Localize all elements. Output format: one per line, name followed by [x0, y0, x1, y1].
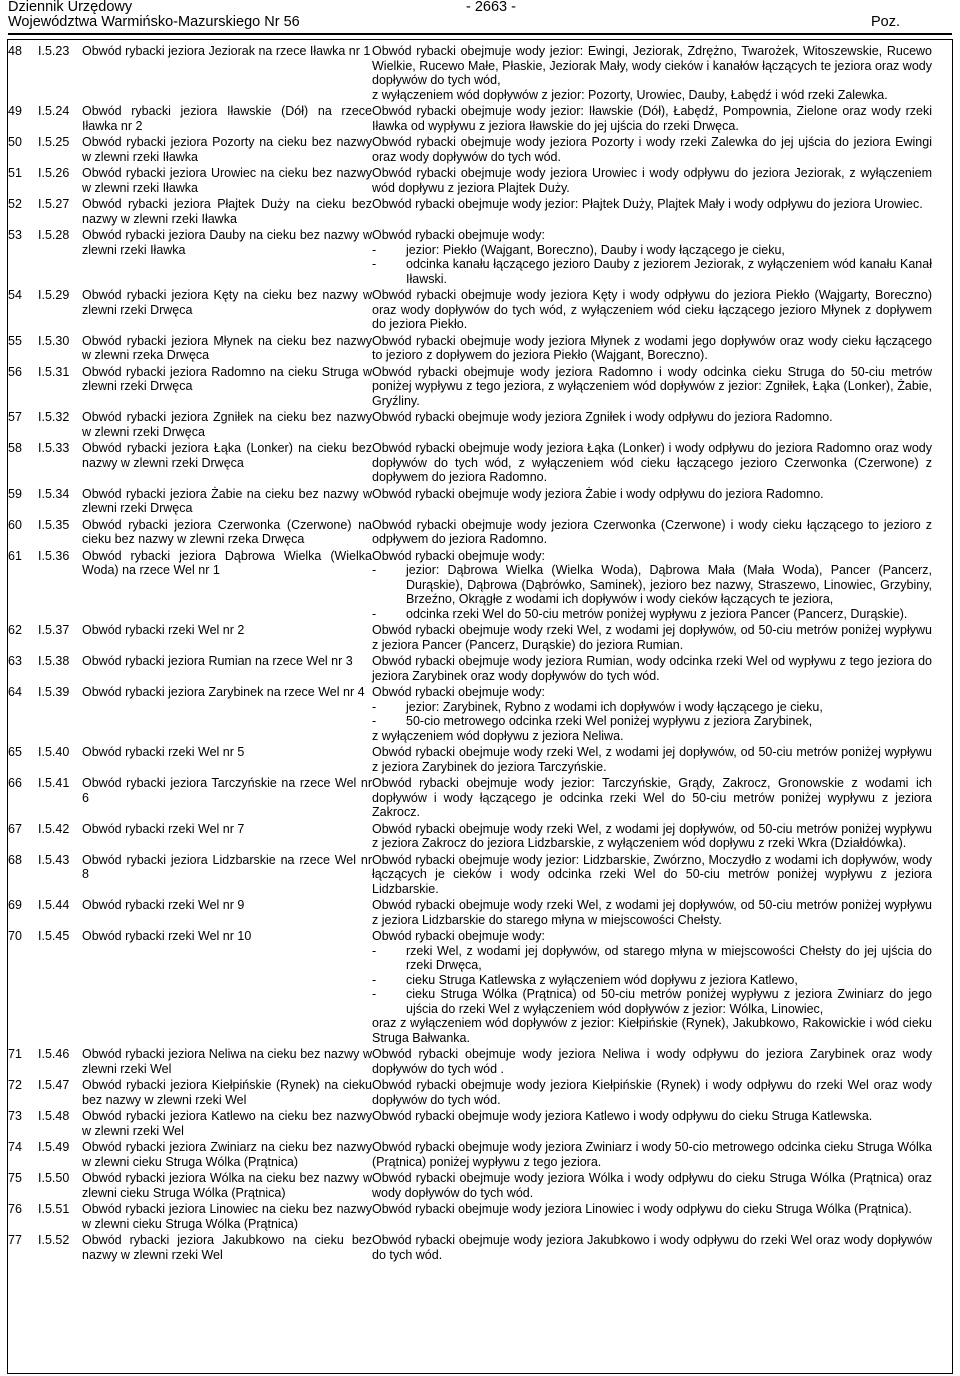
district-description	[372, 365, 932, 411]
description-bullet: - 50-cio metrowego odcinka rzeki Wel poniżej wypływu z jeziora Zarybinek,	[372, 714, 932, 729]
row-number: 72	[8, 1078, 22, 1092]
district-description	[372, 135, 932, 166]
district-name: Obwód rybacki jeziora Iławskie (Dół) na rzece Iławka nr 2	[82, 104, 372, 133]
description-line: Obwód rybacki obejmuje wody jeziora Zgniłek i wody odpływu do jeziora Radomno.	[372, 410, 833, 424]
district-id: I.5.52	[38, 1233, 70, 1247]
table-row	[8, 745, 932, 776]
district-name: Obwód rybacki jeziora Czerwonka (Czerwone) na cieku bez nazwy w zlewni rzeka Drwęca	[82, 517, 372, 546]
district-description	[372, 228, 932, 288]
district-name: Obwód rybacki jeziora Dąbrowa Wielka (Wielka Woda) na rzece Wel nr 1	[82, 548, 372, 577]
district-name: Obwód rybacki jeziora Żabie na cieku bez nazwy w zlewni rzeki Drwęca	[82, 486, 372, 515]
row-number: 48	[8, 44, 22, 58]
district-description	[372, 822, 932, 853]
description-line: Obwód rybacki obejmuje wody rzeki Wel, z wodami jej dopływów, od 50-ciu metrów poniżej wypływu z jeziora Zakrocz do jeziora Lidzbarskie, z wyłączeniem wód dopływu z rzeki Wkra (Działdówka).	[372, 821, 932, 850]
description-line: Obwód rybacki obejmuje wody jeziora Jakubkowo i wody odpływu do rzeki Wel oraz wody dopływów do tych wód.	[372, 1233, 932, 1262]
table-row	[8, 228, 932, 288]
district-id: I.5.30	[38, 333, 70, 348]
description-line: Obwód rybacki obejmuje wody:	[372, 685, 545, 699]
district-description	[372, 104, 932, 135]
table-row	[8, 44, 932, 104]
district-id: I.5.47	[38, 1078, 70, 1092]
district-id: I.5.37	[38, 623, 70, 637]
row-number: 55	[8, 333, 22, 348]
district-description	[372, 1078, 932, 1109]
district-description	[372, 44, 932, 104]
description-line: Obwód rybacki obejmuje wody jeziora Urowiec i wody odpływu do jeziora Jeziorak, z wyłączeniem wód dopływu z jeziora Plajtek Duży.	[372, 166, 932, 195]
row-number: 77	[8, 1233, 22, 1247]
table-body	[8, 44, 932, 1264]
table-row	[8, 1047, 932, 1078]
district-name: Obwód rybacki jeziora Wólka na cieku bez nazwy w zlewni cieku Struga Wólka (Prątnica)	[82, 1171, 372, 1200]
table-row	[8, 441, 932, 487]
district-id: I.5.24	[38, 104, 70, 118]
district-description	[372, 166, 932, 197]
page-number: - 2663 -	[466, 0, 516, 15]
district-name: Obwód rybacki jeziora Pozorty na cieku bez nazwy w zlewni rzeki Iławka	[82, 135, 372, 164]
district-name: Obwód rybacki rzeki Wel nr 5	[82, 745, 245, 759]
district-description	[372, 288, 932, 334]
description-line: Obwód rybacki obejmuje wody jezior: Płajtek Duży, Plajtek Mały i wody odpływu do jeziora Urowiec.	[372, 197, 923, 211]
district-name: Obwód rybacki jeziora Tarczyńskie na rzece Wel nr 6	[82, 776, 372, 805]
district-name: Obwód rybacki jeziora Jeziorak na rzece Iławka nr 1	[82, 44, 371, 58]
description-line: Obwód rybacki obejmuje wody jeziora Linowiec i wody odpływu do cieku Struga Wólka (Prątnica).	[372, 1202, 912, 1216]
district-id: I.5.49	[38, 1140, 70, 1154]
district-description	[372, 334, 932, 365]
district-id: I.5.32	[38, 410, 70, 424]
district-name: Obwód rybacki jeziora Lidzbarskie na rzece Wel nr 8	[82, 852, 372, 881]
district-name: Obwód rybacki rzeki Wel nr 7	[82, 821, 245, 836]
district-description	[372, 745, 932, 776]
district-name: Obwód rybacki rzeki Wel nr 2	[82, 623, 245, 637]
description-bullet: - rzeki Wel, z wodami jej dopływów, od starego młyna w miejscowości Chełsty do jej ujścia do rzeki Drwęca,	[372, 944, 932, 973]
table-row	[8, 623, 932, 654]
district-id: I.5.25	[38, 135, 70, 149]
row-number: 49	[8, 104, 22, 118]
district-description	[372, 929, 932, 1047]
table-row	[8, 1233, 932, 1264]
district-description	[372, 1109, 932, 1140]
district-id: I.5.51	[38, 1202, 70, 1216]
description-line: Obwód rybacki obejmuje wody jeziora Łąka (Lonker) i wody odpływu do jeziora Radomno oraz wody dopływów do tych wód, z wyłączeniem wód cieku łączącego jezioro Czerwonka (Czerwone) z dopływem do jeziora Radomno.	[372, 441, 932, 484]
district-id: I.5.29	[38, 288, 70, 302]
row-number: 66	[8, 776, 22, 790]
table-row	[8, 853, 932, 899]
district-name: Obwód rybacki jeziora Łąka (Lonker) na cieku bez nazwy w zlewni rzeki Drwęca	[82, 441, 372, 470]
district-id: I.5.28	[38, 228, 70, 242]
description-line: Obwód rybacki obejmuje wody jezior: Lidzbarskie, Zwórzno, Moczydło z wodami ich dopływów, wody łączących je cieków i wody odcinka rzeki Wel do 50-ciu metrów poniżej wypływu z jeziora Lidzbarskie.	[372, 852, 932, 896]
description-line: Obwód rybacki obejmuje wody rzeki Wel, z wodami jej dopływów, od 50-ciu metrów poniżej wypływu z jeziora Lidzbarskie do starego młyna w miejscowości Chełsty.	[372, 898, 932, 927]
district-name: Obwód rybacki jeziora Zarybinek na rzece Wel nr 4	[82, 685, 365, 699]
row-number: 60	[8, 517, 22, 532]
district-name: Obwód rybacki jeziora Jakubkowo na cieku bez nazwy w zlewni rzeki Wel	[82, 1233, 372, 1262]
description-bullet: - cieku Struga Wólka (Prątnica) od 50-ciu metrów poniżej wypływu z jeziora Zwiniarz do jego ujścia do rzeki Wel z wyłączeniem wód dopływów z jezior: Wólka, Linowiec,	[372, 987, 932, 1016]
table-row	[8, 929, 932, 1047]
row-number: 63	[8, 654, 22, 668]
district-description	[372, 487, 932, 518]
description-bullet: - odcinka kanału łączącego jezioro Dauby z jeziorem Jeziorak, z wyłączeniem wód kanału Kanał Iławski.	[372, 257, 932, 286]
district-description	[372, 654, 932, 685]
table-row	[8, 334, 932, 365]
district-description	[372, 685, 932, 745]
district-id: I.5.50	[38, 1171, 70, 1185]
district-id: I.5.36	[38, 548, 70, 563]
description-bullet: - jezior: Zarybinek, Rybno z wodami ich dopływów i wody łączącego je cieku,	[372, 700, 932, 715]
table-row	[8, 1202, 932, 1233]
district-id: I.5.41	[38, 776, 70, 790]
position-label: Poz.	[870, 14, 900, 30]
description-line: Obwód rybacki obejmuje wody jeziora Czerwonka (Czerwone) i wody cieku łączącego to jezioro z odpływem do jeziora Radomno.	[372, 517, 932, 546]
row-number: 53	[8, 228, 22, 242]
description-tail: z wyłączeniem wód dopływu z jeziora Neliwa.	[372, 728, 624, 743]
row-number: 50	[8, 135, 22, 149]
district-name: Obwód rybacki jeziora Zgniłek na cieku bez nazwy w zlewni rzeki Drwęca	[82, 410, 372, 439]
description-line: Obwód rybacki obejmuje wody jeziora Katlewo i wody odpływu do cieku Struga Katlewska.	[372, 1109, 873, 1123]
district-id: I.5.27	[38, 197, 70, 211]
description-line: Obwód rybacki obejmuje wody jeziora Kiełpińskie (Rynek) i wody odpływu do rzeki Wel oraz wody dopływów do tych wód.	[372, 1078, 932, 1107]
district-name: Obwód rybacki jeziora Kiełpińskie (Rynek) na cieku bez nazwy w zlewni rzeki Wel	[82, 1078, 372, 1107]
description-line: z wyłączeniem wód dopływów z jezior: Pozorty, Urowiec, Dauby, Łabędź i wód rzeki Zalewka.	[372, 87, 888, 102]
row-number: 65	[8, 745, 22, 759]
district-id: I.5.39	[38, 685, 70, 699]
district-description	[372, 1140, 932, 1171]
voivodeship-title: Województwa Warmińsko-Mazurskiego Nr 56	[8, 14, 300, 30]
description-line: Obwód rybacki obejmuje wody:	[372, 929, 545, 943]
description-line: Obwód rybacki obejmuje wody jeziora Neliwa i wody odpływu do jeziora Zarybinek oraz wody dopływów do tych wód .	[372, 1047, 932, 1076]
description-line: Obwód rybacki obejmuje wody jeziora Kęty i wody odpływu do jeziora Piekło (Wajgarty, Boreczno) oraz wody dopływów do tych wód, z wyłączeniem wód cieku łączącego jezioro Młynek z dopływem do jeziora Piekło.	[372, 288, 932, 331]
row-number: 67	[8, 821, 22, 836]
description-line: Obwód rybacki obejmuje wody jezior: Iławskie (Dół), Łabędź, Pompownia, Zielone oraz wody rzeki Iławka od wypływu z jeziora Iławskie do jej ujścia do rzeki Drwęca.	[372, 104, 932, 133]
table-row	[8, 1078, 932, 1109]
district-description	[372, 1233, 932, 1264]
district-description	[372, 623, 932, 654]
district-id: I.5.43	[38, 852, 70, 867]
district-name: Obwód rybacki rzeki Wel nr 9	[82, 898, 245, 912]
district-name: Obwód rybacki jeziora Kęty na cieku bez nazwy w zlewni rzeki Drwęca	[82, 288, 372, 317]
table-row	[8, 197, 932, 228]
description-line: Obwód rybacki obejmuje wody jeziora Żabie i wody odpływu do jeziora Radomno.	[372, 486, 824, 501]
district-id: I.5.42	[38, 821, 70, 836]
header-rule	[8, 33, 952, 35]
description-line: Obwód rybacki obejmuje wody jeziora Rumian, wody odcinka rzeki Wel od wypływu z tego jeziora do jeziora Zarybinek oraz wody dopływów do tych wód.	[372, 654, 932, 683]
district-id: I.5.45	[38, 929, 70, 943]
description-line: Obwód rybacki obejmuje wody jezior: Ewingi, Jeziorak, Zdrężno, Twarożek, Witoszewskie, Rucewo Wielkie, Rucewo Małe, Płaskie, Jeziorak Mały, wody cieków i kanałów łączących te jeziora oraz wody dopływów do tych wód,	[372, 44, 932, 87]
description-bullet: - jezior: Dąbrowa Wielka (Wielka Woda), Dąbrowa Mała (Mała Woda), Pancer (Pancerz, Durąskie), Dąbrowa (Dąbrówko, Saminek), jezioro bez nazwy, Straszewo, Linowiec, Grzybiny, Brzeźno, Okrągłe z wodami ich dopływów i wody cieków łączących te jeziora,	[372, 563, 932, 607]
row-number: 74	[8, 1140, 22, 1154]
description-line: Obwód rybacki obejmuje wody jeziora Radomno i wody odcinka cieku Struga do 50-ciu metrów poniżej wypływu z tego jeziora, z wyłączeniem wód dopływów z jezior: Zgniłek, Łąka (Lonker), Żabie, Gryźliny.	[372, 364, 932, 408]
table-row	[8, 685, 932, 745]
district-name: Obwód rybacki jeziora Katlewo na cieku bez nazwy w zlewni rzeki Wel	[82, 1109, 372, 1138]
district-name: Obwód rybacki jeziora Rumian na rzece Wel nr 3	[82, 654, 353, 668]
district-description	[372, 853, 932, 899]
district-id: I.5.35	[38, 517, 70, 532]
district-description	[372, 1171, 932, 1202]
district-name: Obwód rybacki jeziora Radomno na cieku Struga w zlewni rzeki Drwęca	[82, 364, 372, 393]
district-description	[372, 518, 932, 549]
row-number: 68	[8, 852, 22, 867]
description-line: Obwód rybacki obejmuje wody jezior: Tarczyńskie, Grądy, Zakrocz, Gronowskie z wodami ich dopływów i wody łączącego je odcinka rzeki Wel do 50-ciu metrów poniżej wypływu z jeziora Zakrocz.	[372, 776, 932, 819]
district-id: I.5.26	[38, 166, 70, 180]
district-description	[372, 898, 932, 929]
district-name: Obwód rybacki jeziora Płajtek Duży na cieku bez nazwy w zlewni rzeki Iławka	[82, 197, 372, 226]
district-name: Obwód rybacki jeziora Linowiec na cieku bez nazwy w zlewni cieku Struga Wólka (Prątnica)	[82, 1202, 372, 1231]
table-row	[8, 410, 932, 441]
district-id: I.5.33	[38, 441, 70, 455]
row-number: 70	[8, 929, 22, 943]
row-number: 56	[8, 364, 22, 379]
table-row	[8, 518, 932, 549]
table-row	[8, 1171, 932, 1202]
district-description	[372, 776, 932, 822]
row-number: 58	[8, 441, 22, 455]
table-row	[8, 365, 932, 411]
district-description	[372, 549, 932, 624]
description-bullet: - cieku Struga Katlewska z wyłączeniem wód dopływu z jeziora Katlewo,	[372, 973, 932, 988]
district-id: I.5.48	[38, 1109, 70, 1123]
district-id: I.5.23	[38, 44, 70, 58]
journal-title: Dziennik Urzędowy	[8, 0, 133, 15]
district-description	[372, 1202, 932, 1233]
row-number: 54	[8, 288, 22, 302]
row-number: 52	[8, 197, 22, 211]
table-row	[8, 1140, 932, 1171]
description-bullet: - odcinka rzeki Wel do 50-ciu metrów poniżej wypływu z jeziora Pancer (Pancerz, Durąskie).	[372, 607, 932, 622]
fishing-districts-table	[8, 44, 932, 1264]
district-description	[372, 410, 932, 441]
row-number: 69	[8, 898, 22, 912]
table-row	[8, 104, 932, 135]
district-name: Obwód rybacki rzeki Wel nr 10	[82, 929, 252, 943]
table-row	[8, 822, 932, 853]
table-row	[8, 898, 932, 929]
description-line: Obwód rybacki obejmuje wody jeziora Zwiniarz i wody 50-cio metrowego odcinka cieku Struga Wólka (Prątnica) poniżej wypływu z tego jeziora.	[372, 1140, 932, 1169]
row-number: 51	[8, 166, 22, 180]
district-description	[372, 197, 932, 228]
table-row	[8, 776, 932, 822]
description-line: Obwód rybacki obejmuje wody rzeki Wel, z wodami jej dopływów, od 50-ciu metrów poniżej wypływu z jeziora Pancer (Pancerz, Durąskie) do jeziora Rumian.	[372, 623, 932, 652]
description-line: Obwód rybacki obejmuje wody jeziora Wólka i wody odpływu do cieku Struga Wólka (Prątnica) oraz wody dopływów do tych wód.	[372, 1171, 932, 1200]
table-row	[8, 1109, 932, 1140]
district-description	[372, 1047, 932, 1078]
row-number: 73	[8, 1109, 22, 1123]
description-line: Obwód rybacki obejmuje wody jeziora Młynek z wodami jego dopływów oraz wody cieku łączącego to jezioro z dopływem do jeziora Piekło (Wajgant, Boreczno).	[372, 333, 932, 362]
district-name: Obwód rybacki jeziora Neliwa na cieku bez nazwy w zlewni rzeki Wel	[82, 1047, 372, 1076]
table-row	[8, 487, 932, 518]
district-id: I.5.44	[38, 898, 70, 912]
row-number: 59	[8, 486, 22, 501]
district-name: Obwód rybacki jeziora Młynek na cieku bez nazwy w zlewni rzeka Drwęca	[82, 333, 372, 362]
district-id: I.5.34	[38, 486, 70, 501]
row-number: 62	[8, 623, 22, 637]
table-row	[8, 654, 932, 685]
district-id: I.5.38	[38, 654, 70, 668]
district-id: I.5.31	[38, 364, 70, 379]
row-number: 71	[8, 1047, 22, 1061]
row-number: 76	[8, 1202, 22, 1216]
district-id: I.5.46	[38, 1047, 70, 1061]
row-number: 61	[8, 548, 22, 563]
description-line: Obwód rybacki obejmuje wody:	[372, 548, 545, 563]
description-line: Obwód rybacki obejmuje wody:	[372, 228, 545, 242]
description-line: Obwód rybacki obejmuje wody jeziora Pozorty i wody rzeki Zalewka do jej ujścia do jeziora Ewingi oraz wody dopływów do tych wód.	[372, 135, 932, 164]
description-line: Obwód rybacki obejmuje wody rzeki Wel, z wodami jej dopływów, od 50-ciu metrów poniżej wypływu z jeziora Zarybinek do jeziora Tarczyńskie.	[372, 745, 932, 774]
row-number: 57	[8, 410, 22, 424]
table-row	[8, 166, 932, 197]
district-name: Obwód rybacki jeziora Dauby na cieku bez nazwy w zlewni rzeki Iławka	[82, 228, 372, 257]
row-number: 75	[8, 1171, 22, 1185]
row-number: 64	[8, 685, 22, 699]
district-description	[372, 441, 932, 487]
district-name: Obwód rybacki jeziora Urowiec na cieku bez nazwy w zlewni rzeki Iławka	[82, 166, 372, 195]
district-name: Obwód rybacki jeziora Zwiniarz na cieku bez nazwy w zlewni cieku Struga Wólka (Prątnica)	[82, 1140, 372, 1169]
table-row	[8, 288, 932, 334]
table-row	[8, 135, 932, 166]
district-id: I.5.40	[38, 745, 70, 759]
description-tail: oraz z wyłączeniem wód dopływów z jezior: Kiełpińskie (Rynek), Jakubkowo, Rakowickie i wód cieku Struga Bałwanka.	[372, 1016, 932, 1045]
description-bullet: - jezior: Piekło (Wajgant, Boreczno), Dauby i wody łączącego je cieku,	[372, 243, 932, 258]
table-row	[8, 549, 932, 624]
